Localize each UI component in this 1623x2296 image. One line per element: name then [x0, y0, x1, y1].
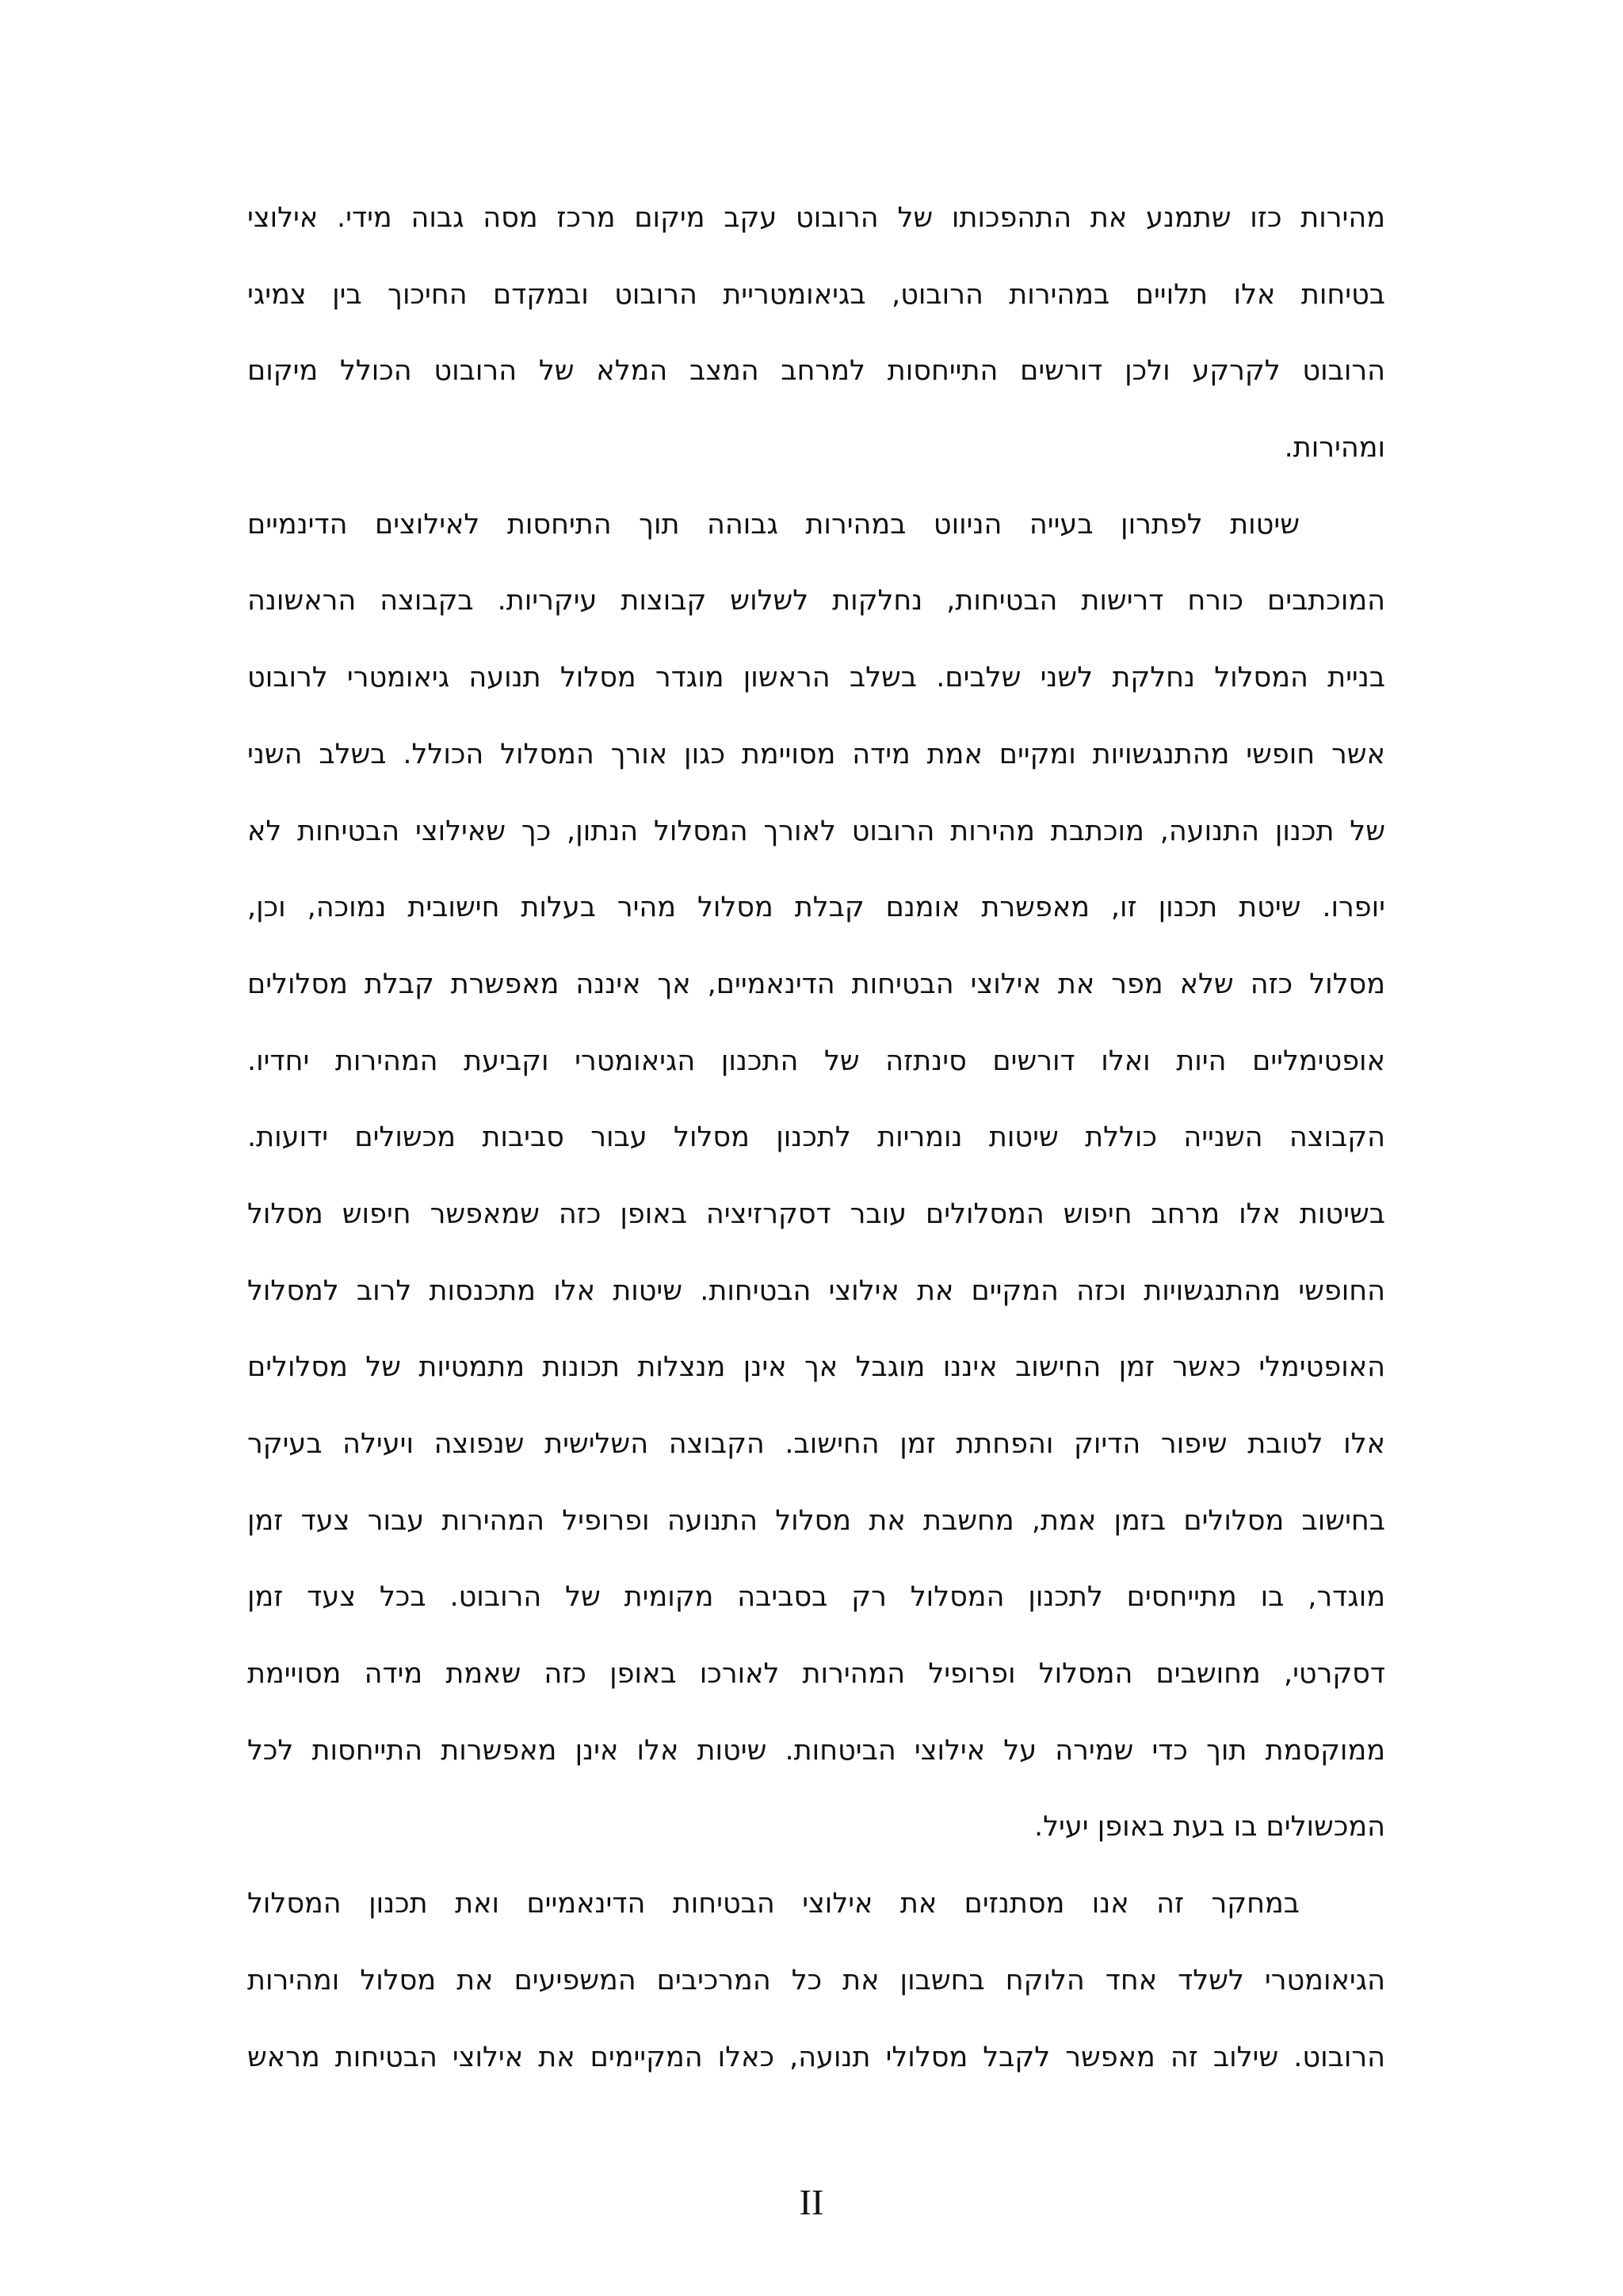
text-line: של תכנון התנועה, מוכתבת מהירות הרובוט לאורך המסלול הנתון, כך שאילוצי הבטיחות לא [247, 815, 1385, 847]
text-line: הרובוט. שילוב זה מאפשר לקבל מסלולי תנועה, כאלו המקיימים את אילוצי הבטיחות מראש [247, 2041, 1385, 2073]
text-line: מסלול כזה שלא מפר את אילוצי הבטיחות הדינאמיים, אך איננה מאפשרת קבלת מסלולים [247, 968, 1385, 1000]
text-line: הגיאומטרי לשלד אחד הלוקח בחשבון את כל המרכיבים המשפיעים את מסלול ומהירות [247, 1964, 1385, 1996]
text-line: בניית המסלול נחלקת לשני שלבים. בשלב הראשון מוגדר מסלול תנועה גיאומטרי לרובוט [247, 662, 1385, 694]
text-line: במחקר זה אנו מסתנזים את אילוצי הבטיחות הדינאמיים ואת תכנון המסלול [247, 1888, 1300, 1920]
text-line: המוכתבים כורח דרישות הבטיחות, נחלקות לשלוש קבוצות עיקריות. בקבוצה הראשונה [247, 585, 1385, 617]
text-line: בחישוב מסלולים בזמן אמת, מחשבת את מסלול התנועה ופרופיל המהירות עבור צעד זמן [247, 1504, 1385, 1537]
page-number: II [799, 2182, 824, 2222]
text-line: אלו לטובת שיפור הדיוק והפחתת זמן החישוב. הקבוצה השלישית שנפוצה ויעילה בעיקר [247, 1428, 1385, 1460]
text-line: אופטימליים היות ואלו דורשים סינתזה של התכנון הגיאומטרי וקביעת המהירות יחדיו. [247, 1045, 1385, 1077]
text-line: הקבוצה השנייה כוללת שיטות נומריות לתכנון מסלול עבור סביבות מכשולים ידועות. [247, 1121, 1385, 1154]
text-line: בטיחות אלו תלויים במהירות הרובוט, בגיאומטריית הרובוט ובמקדם החיכוך בין צמיגי [247, 278, 1385, 311]
text-line: שיטות לפתרון בעייה הניווט במהירות גבוהה תוך התיחסות לאילוצים הדינמיים [247, 508, 1300, 541]
text-line: בשיטות אלו מרחב חיפוש המסלולים עובר דסקרזיציה באופן כזה שמאפשר חיפוש מסלול [247, 1198, 1385, 1230]
text-line: דסקרטי, מחושבים המסלול ופרופיל המהירות לאורכו באופן כזה שאמת מידה מסויימת [247, 1658, 1385, 1690]
text-line: מוגדר, בו מתייחסים לתכנון המסלול רק בסביבה מקומית של הרובוט. בכל צעד זמן [247, 1581, 1385, 1614]
body-text [247, 190, 1385, 2106]
text-line: מהירות כזו שתמנע את התהפכותו של הרובוט עקב מיקום מרכז מסה גבוה מידי. אילוצי [247, 202, 1385, 234]
text-line: יופרו. שיטת תכנון זו, מאפשרת אומנם קבלת מסלול מהיר בעלות חישובית נמוכה, וכן, [247, 892, 1385, 924]
text-line: החופשי מהתנגשויות וכזה המקיים את אילוצי הבטיחות. שיטות אלו מתכנסות לרוב למסלול [247, 1274, 1385, 1307]
text-line: הרובוט לקרקע ולכן דורשים התייחסות למרחב המצב המלא של הרובוט הכולל מיקום [247, 355, 1385, 388]
text-line: האופטימלי כאשר זמן החישוב איננו מוגבל אך אינן מנצלות תכונות מתמטיות של מסלולים [247, 1351, 1385, 1384]
text-line: ומהירות. [1284, 432, 1385, 464]
text-line: אשר חופשי מהתנגשויות ומקיים אמת מידה מסויימת כגון אורך המסלול הכולל. בשלב השני [247, 738, 1385, 770]
text-line: ממוקסמת תוך כדי שמירה על אילוצי הביטחות. שיטות אלו אינן מאפשרות התייחסות לכל [247, 1734, 1385, 1767]
text-line: המכשולים בו בעת באופן יעיל. [1034, 1811, 1385, 1843]
